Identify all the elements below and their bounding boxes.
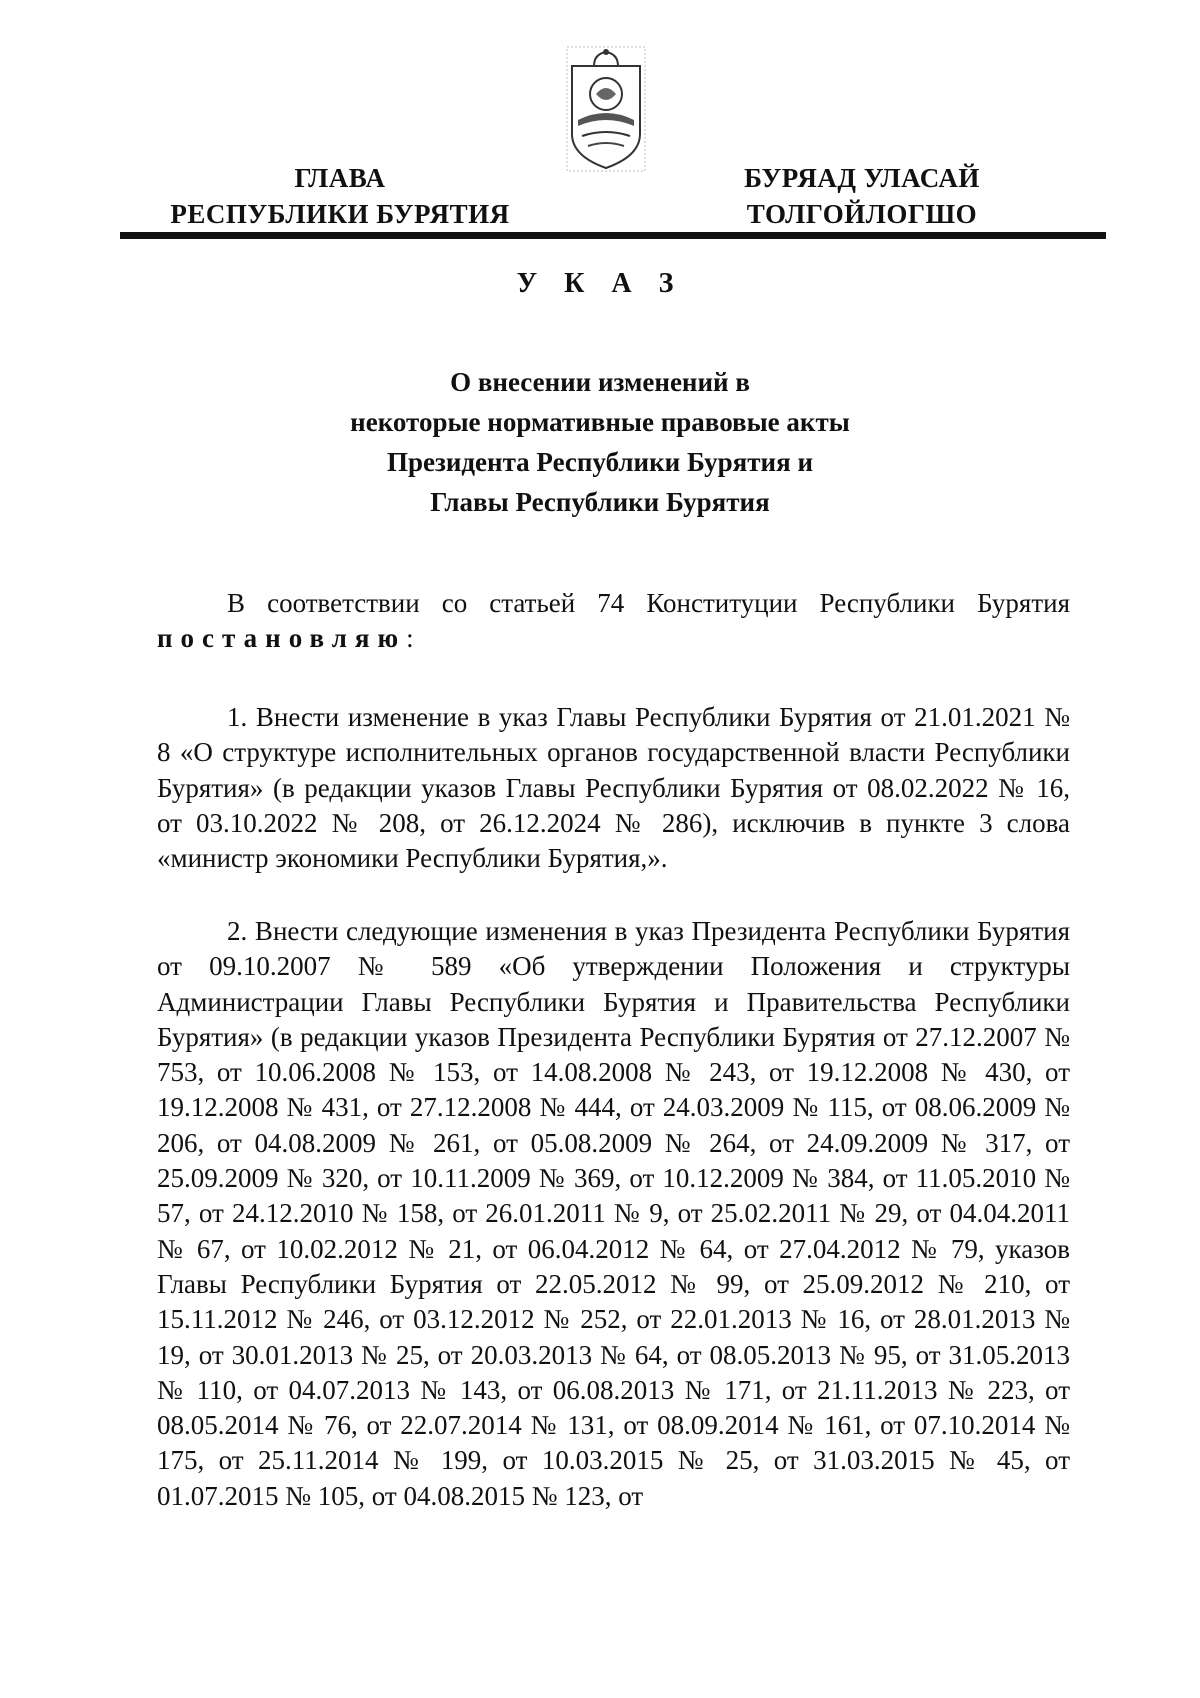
document-title — [200, 362, 1000, 522]
item-1-paragraph: 1. Внести изменение в указ Главы Республики Бурятия от 21.01.2021 № 8 «О структуре исполнительных органов государственной власти Республики Бурятия» (в редакции указов Главы Республики Бурятия от 08.02.2022 № 16, от 03.10.2022 № 208, от 26.12.2024 № 286), исключив в пункте 3 слова «министр экономики Республики Бурятия,». — [157, 702, 1070, 874]
preamble-colon: : — [406, 623, 414, 654]
issuer-line-2: РЕСПУБЛИКИ БУРЯТИЯ — [170, 199, 510, 229]
issuer-line-1: ГЛАВА — [294, 163, 386, 193]
title-line: Президента Республики Бурятия и — [386, 447, 813, 477]
coat-of-arms-icon — [566, 46, 646, 172]
preamble-paragraph — [157, 586, 1070, 657]
document-type: У К А З — [516, 268, 684, 299]
title-line: Главы Республики Бурятия — [430, 487, 770, 517]
title-line: некоторые нормативные правовые акты — [350, 407, 850, 437]
issuer-buryat — [702, 160, 1022, 232]
item-2-paragraph: 2. Внести следующие изменения в указ Президента Республики Бурятия от 09.10.2007 № 589 «Об утверждении Положения и структуры Администрации Главы Республики Бурятия и Правительства Республики Бурятия» (в редакции указов Президента Республики Бурятия от 27.12.2007 № 753, от 10.06.2008 № 153, от 14.08.2008 № 243, от 19.12.2008 № 430, от 19.12.2008 № 431, от 27.12.2008 № 444, от 24.03.2009 № 115, от 08.06.2009 № 206, от 04.08.2009 № 261, от 05.08.2009 № 264, от 24.09.2009 № 317, от 25.09.2009 № 320, от 10.11.2009 № 369, от 10.12.2009 № 384, от 11.05.2010 № 57, от 24.12.2010 № 158, от 26.01.2011 № 9, от 25.02.2011 № 29, от 04.04.2011 № 67, от 10.02.2012 № 21, от 06.04.2012 № 64, от 27.04.2012 № 79, указов Главы Республики Бурятия от 22.05.2012 № 99, от 25.09.2012 № 210, от 15.11.2012 № 246, от 03.12.2012 № 252, от 22.01.2013 № 16, от 28.01.2013 № 19, от 30.01.2013 № 25, от 20.03.2013 № 64, от 08.05.2013 № 95, от 31.05.2013 № 110, от 04.07.2013 № 143, от 06.08.2013 № 171, от 21.11.2013 № 223, от 08.05.2014 № 76, от 22.07.2014 № 131, от 08.09.2014 № 161, от 07.10.2014 № 175, от 25.11.2014 № 199, от 10.03.2015 № 25, от 31.03.2015 № 45, от 01.07.2015 № 105, от 04.08.2015 № 123, от — [157, 916, 1070, 1511]
issuer-buryat-line-1: БУРЯАД УЛАСАЙ — [744, 163, 980, 193]
preamble-text: В соответствии со статьей 74 Конституции Республики Бурятия — [227, 588, 1070, 618]
decree-word: постановляю — [157, 623, 407, 654]
header-divider — [120, 232, 1106, 239]
title-line: О внесении изменений в — [450, 367, 750, 397]
issuer-buryat-line-2: ТОЛГОЙЛОГШО — [746, 199, 978, 229]
issuer-russian — [140, 160, 540, 232]
